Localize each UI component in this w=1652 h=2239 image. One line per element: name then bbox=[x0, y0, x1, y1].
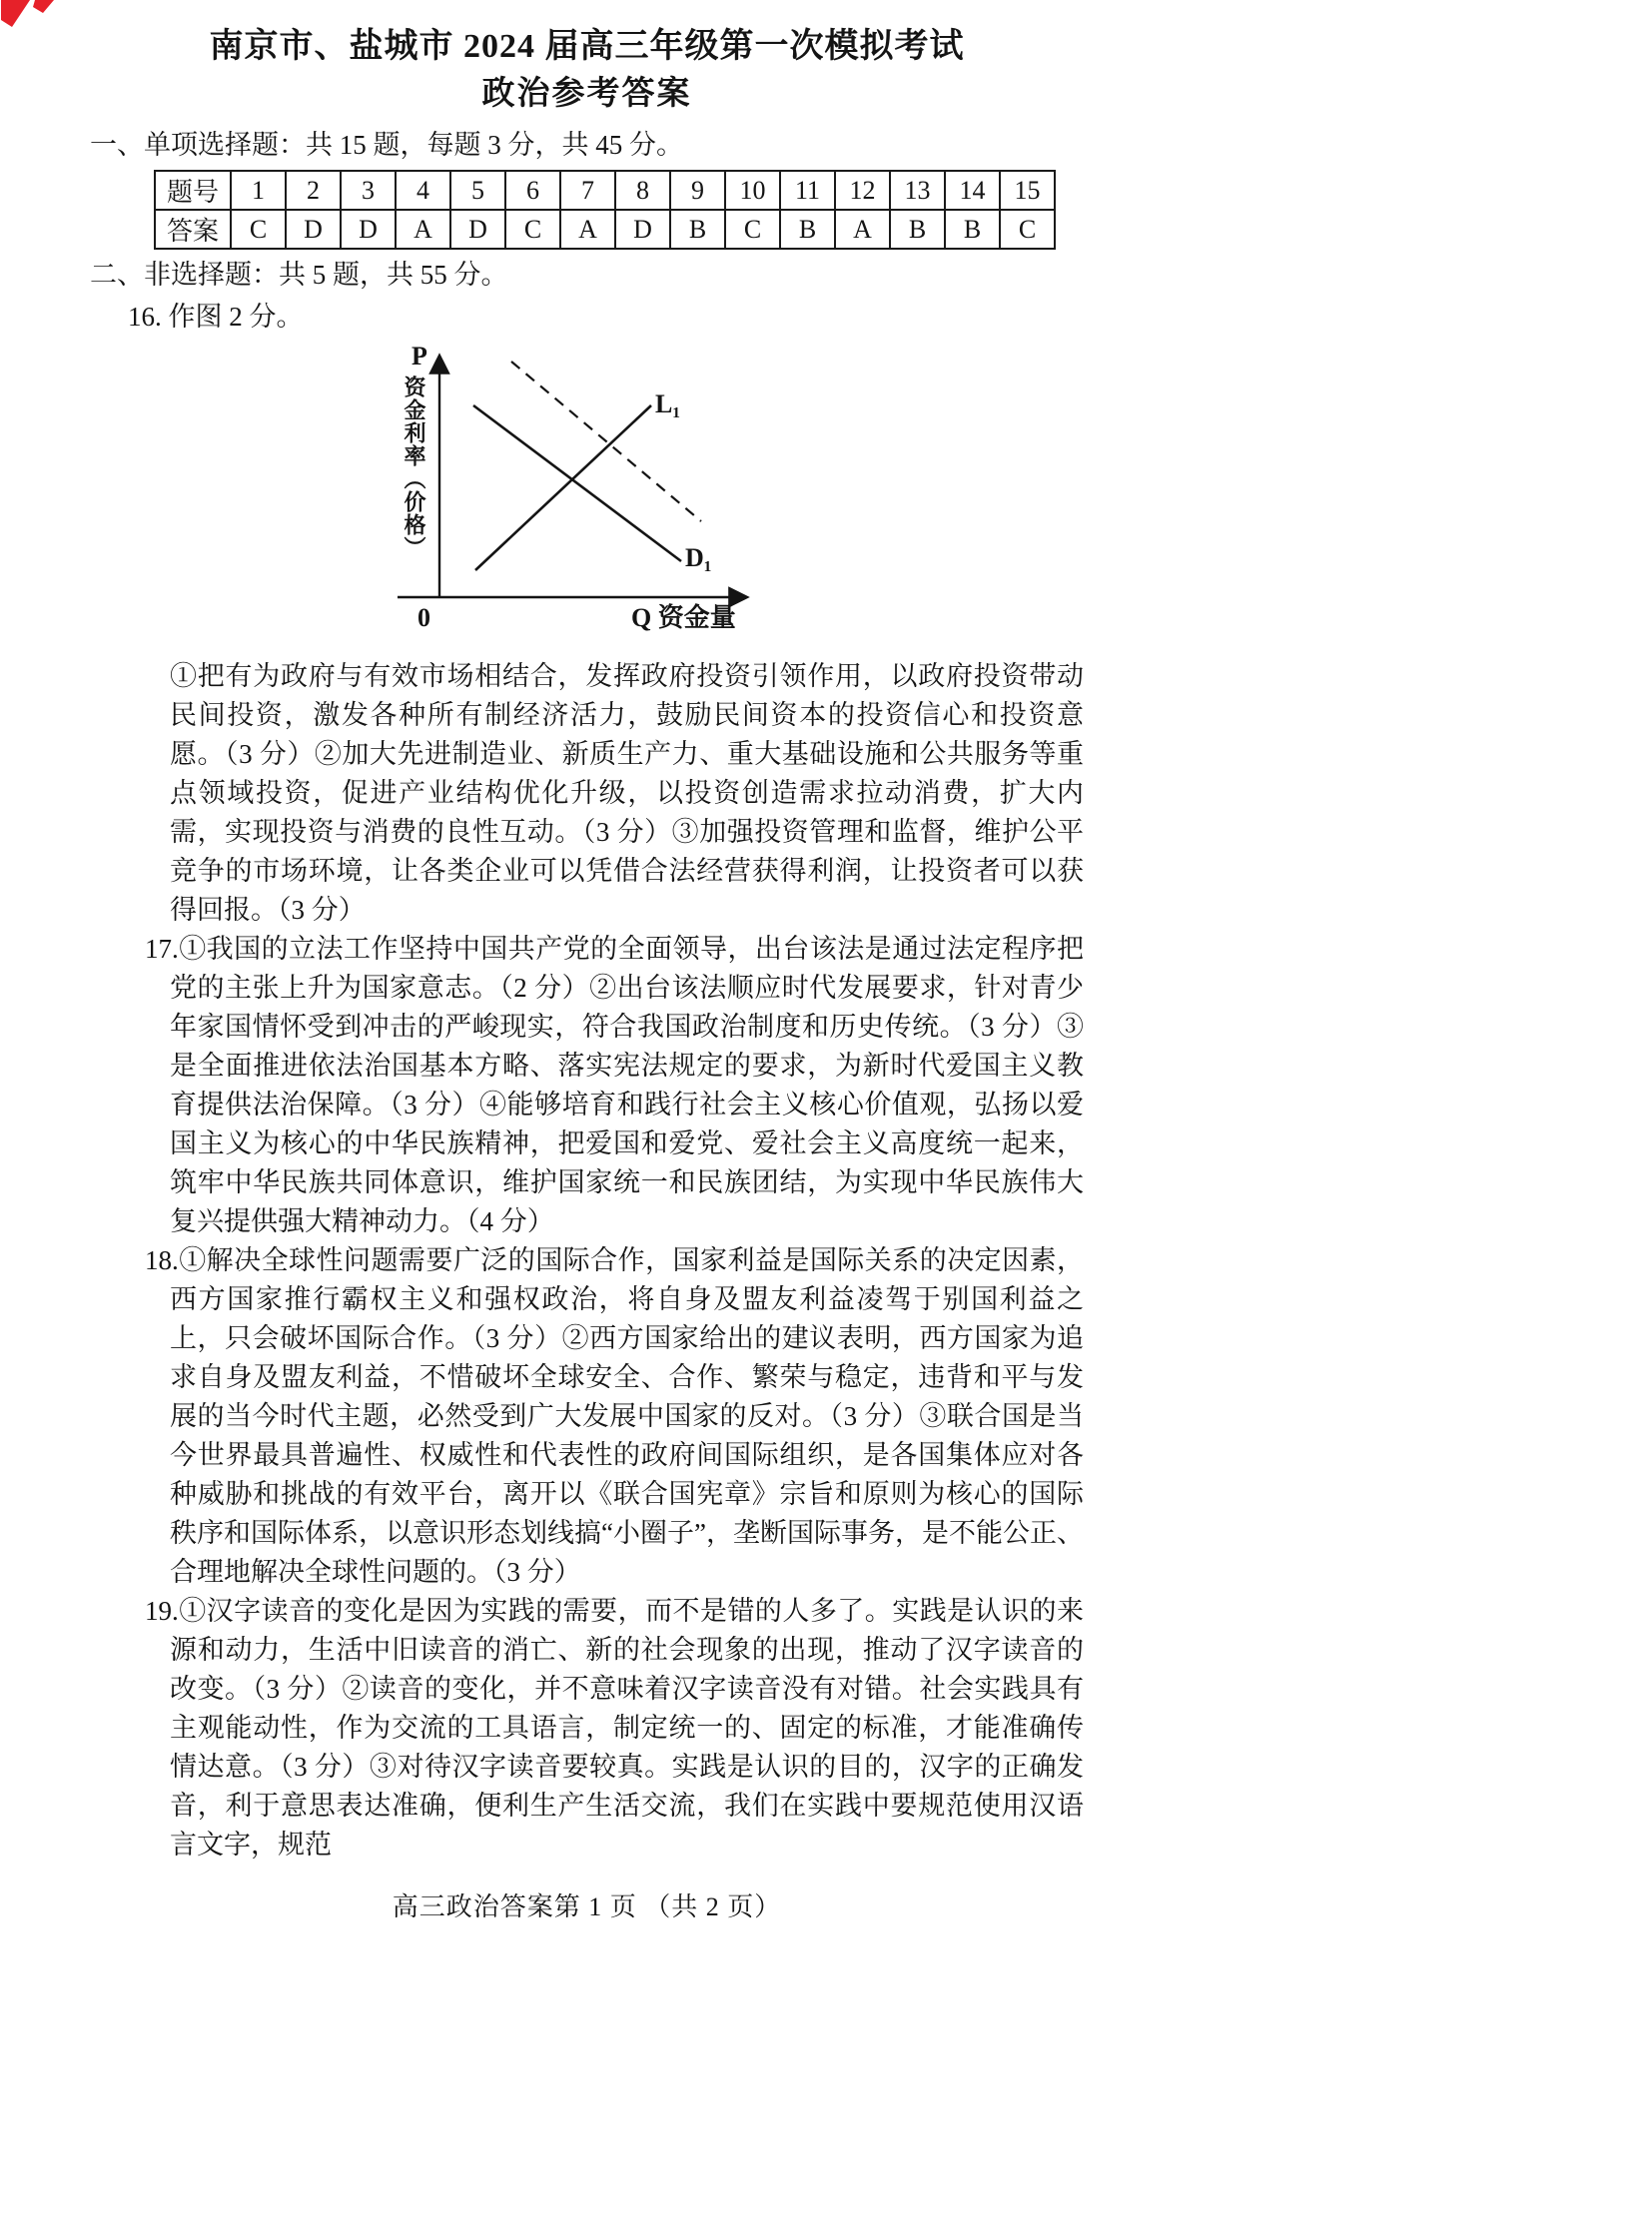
answer-cell: D bbox=[450, 210, 505, 249]
answer-cell: C bbox=[1000, 210, 1055, 249]
answer-cell: A bbox=[835, 210, 890, 249]
q16-figure-canvas bbox=[390, 342, 769, 643]
x-axis-text-label: Q 资金量 bbox=[631, 603, 736, 632]
page-title: 南京市、盐城市 2024 届高三年级第一次模拟考试 bbox=[209, 28, 965, 65]
answer-cell: C bbox=[505, 210, 560, 249]
origin-label: 0 bbox=[417, 603, 430, 632]
question-number-cell: 13 bbox=[890, 171, 945, 210]
y-axis-text-label: 资金利率（价格） bbox=[402, 375, 426, 559]
answer-cell: C bbox=[725, 210, 780, 249]
question-number-cell: 7 bbox=[560, 171, 615, 210]
answer-cell: D bbox=[286, 210, 341, 249]
question-number-cell: 10 bbox=[725, 171, 780, 210]
answer-cell: A bbox=[560, 210, 615, 249]
question-number-cell: 14 bbox=[945, 171, 1000, 210]
question-number-cell: 4 bbox=[396, 171, 450, 210]
question-16-label: 16. 作图 2 分。 bbox=[128, 302, 304, 332]
shifted-dashed-line bbox=[511, 362, 701, 521]
answer-table-answer-row bbox=[155, 210, 1055, 249]
y-axis-letter-label: P bbox=[412, 342, 427, 371]
question-number-cell: 15 bbox=[1000, 171, 1055, 210]
demand-line-D1 bbox=[473, 405, 681, 561]
answer-cell: B bbox=[890, 210, 945, 249]
answer-cell: D bbox=[615, 210, 670, 249]
supply-line-L1 bbox=[475, 405, 651, 570]
answer-cell: B bbox=[670, 210, 725, 249]
answer-table-number-row bbox=[155, 171, 1055, 210]
question-number-cell: 5 bbox=[450, 171, 505, 210]
supply-line-label: L₁ bbox=[655, 389, 681, 418]
question-17-answer: 17.①我国的立法工作坚持中国共产党的全面领导，出台该法是通过法定程序把党的主张上升为国家意志。（2 分）②出台该法顺应时代发展要求，针对青少年家国情怀受到冲击的严峻现实，符合我国政治制度和历史传统。（3 分）③是全面推进依法治国基本方略、落实宪法规定的要求，为新时代爱国主义教育提供法治保障。（3 分）④能够培育和践行社会主义核心价值观，弘扬以爱国主义为核心的中华民族精神，把爱国和爱党、爱社会主义高度统一起来，筑牢中华民族共同体意识，维护国家统一和民族团结，为实现中华民族伟大复兴提供强大精神动力。（4 分） bbox=[145, 934, 1084, 1236]
answer-table-number-label: 题号 bbox=[155, 171, 231, 210]
answer-cell: B bbox=[945, 210, 1000, 249]
question-18-answer: 18.①解决全球性问题需要广泛的国际合作，国家利益是国际关系的决定因素，西方国家推行霸权主义和强权政治，将自身及盟友利益凌驾于别国利益之上，只会破坏国际合作。（3 分）②西方国家给出的建议表明，西方国家为追求自身及盟友利益，不惜破坏全球安全、合作、繁荣与稳定，违背和平与发展的当今时代主题，必然受到广大发展中国家的反对。（3 分）③联合国是当今世界最具普遍性、权威性和代表性的政府间国际组织，是各国集体应对各种威胁和挑战的有效平台，离开以《联合国宪章》宗旨和原则为核心的国际秩序和国际体系，以意识形态划线搞“小圈子”，垄断国际事务，是不能公正、合理地解决全球性问题的。（3 分） bbox=[145, 1245, 1084, 1587]
answer-cell: C bbox=[231, 210, 286, 249]
question-number-cell: 6 bbox=[505, 171, 560, 210]
question-number-cell: 12 bbox=[835, 171, 890, 210]
question-16-answer: ①把有为政府与有效市场相结合，发挥政府投资引领作用，以政府投资带动民间投资，激发各种所有制经济活力，鼓励民间资本的投资信心和投资意愿。（3 分）②加大先进制造业、新质生产力、重大基础设施和公共服务等重点领域投资，促进产业结构优化升级，以投资创造需求拉动消费，扩大内需，实现投资与消费的良性互动。（3 分）③加强投资管理和监督，维护公平竞争的市场环境，让各类企业可以凭借合法经营获得利润，让投资者可以获得回报。（3 分） bbox=[170, 661, 1084, 925]
answer-cell: B bbox=[780, 210, 835, 249]
page-footer: 高三政治答案第 1 页 （共 2 页） bbox=[392, 1892, 782, 1921]
demand-line-label: D₁ bbox=[685, 543, 712, 572]
answer-table bbox=[154, 170, 1056, 250]
question-19-answer: 19.①汉字读音的变化是因为实践的需要，而不是错的人多了。实践是认识的来源和动力，生活中旧读音的消亡、新的社会现象的出现，推动了汉字读音的改变。（3 分）②读音的变化，并不意味着汉字读音没有对错。社会实践具有主观能动性，作为交流的工具语言，制定统一的、固定的标准，才能准确传情达意。（3 分）③对待汉字读音要较真。实践是认识的目的，汉字的正确发音，利于意思表达准确，便利生产生活交流，我们在实践中要规范使用汉语言文字，规范 bbox=[145, 1596, 1084, 1860]
section-free-heading: 二、非选择题：共 5 题，共 55 分。 bbox=[90, 260, 508, 290]
page-subtitle: 政治参考答案 bbox=[481, 76, 692, 112]
question-number-cell: 8 bbox=[615, 171, 670, 210]
question-number-cell: 1 bbox=[231, 171, 286, 210]
answer-cell: D bbox=[341, 210, 396, 249]
section-choice-heading: 一、单项选择题：共 15 题，每题 3 分，共 45 分。 bbox=[90, 130, 683, 160]
question-number-cell: 2 bbox=[286, 171, 341, 210]
answer-table-answer-label: 答案 bbox=[155, 210, 231, 249]
page-content bbox=[90, 24, 1084, 1923]
question-number-cell: 11 bbox=[780, 171, 835, 210]
question-number-cell: 3 bbox=[341, 171, 396, 210]
q16-supply-demand-figure bbox=[390, 342, 769, 643]
question-number-cell: 9 bbox=[670, 171, 725, 210]
answer-cell: A bbox=[396, 210, 450, 249]
corner-logo-icon bbox=[0, 0, 58, 32]
